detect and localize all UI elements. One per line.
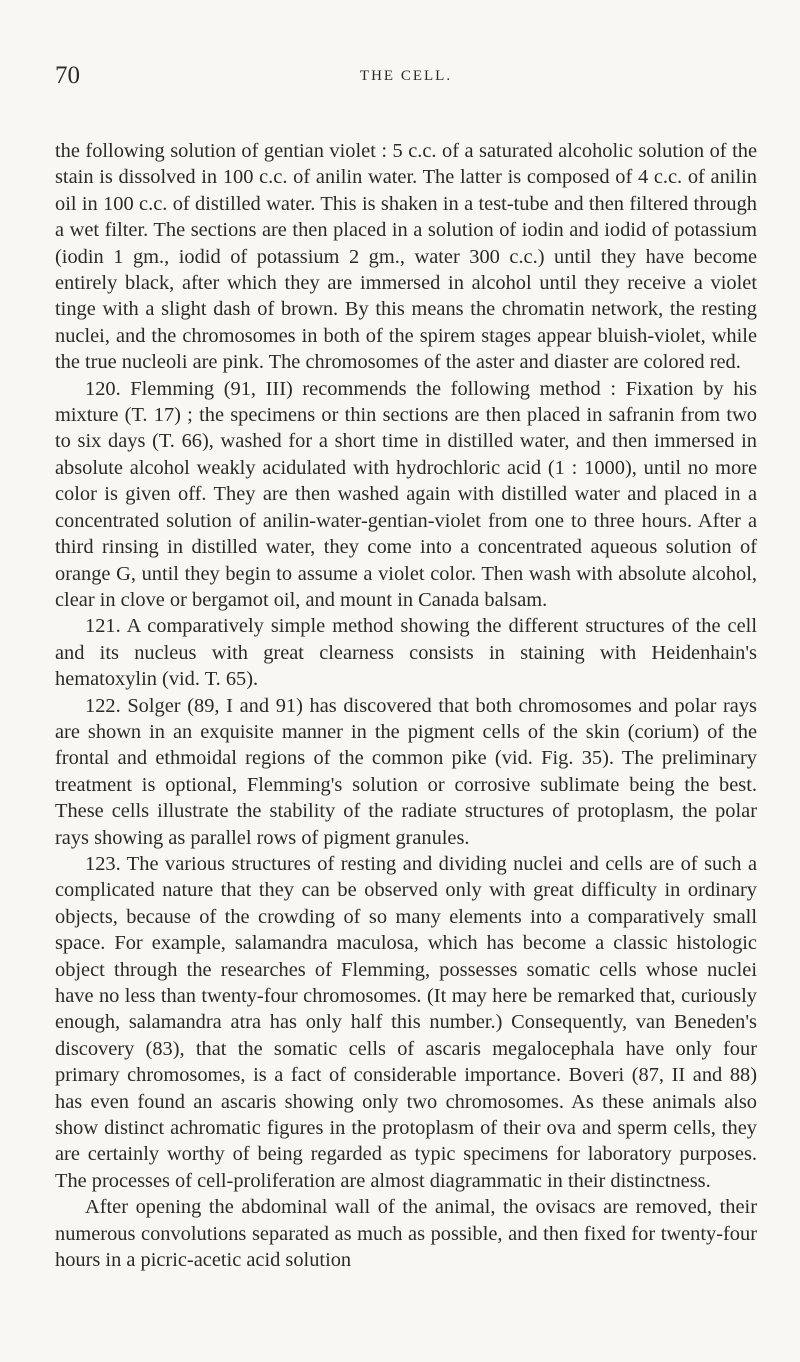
paragraph-ovisacs: After opening the abdominal wall of the animal, the ovisacs are removed, their numerous convolutions separated as much as possible, and then fixed for twenty-four hours in a picric-acetic acid solution [55,1196,757,1272]
body-text [55,138,757,1273]
paragraph-120: 120. Flemming (91, III) recommends the following method : Fixation by his mixture (T. 17) ; the specimens or thin sections are then placed in safranin from two to six days (T. 66), washed for a short time in distilled water, and then immersed in absolute alcohol weakly acidulated with hydrochloric acid (1 : 1000), until no more color is given off. They are then washed again with distilled water and placed in a concentrated solution of anilin-water-gentian-violet from one to three hours. After a third rinsing in distilled water, they come into a concentrated aqueous solution of orange G, until they begin to assume a violet color. Then wash with absolute alcohol, clear in clove or bergamot oil, and mount in Canada balsam. [55,377,757,611]
page-number: 70 [55,62,80,89]
paragraph-123: 123. The various structures of resting and dividing nuclei and cells are of such a complicated nature that they can be observed only with great difficulty in ordinary objects, because of the crowding of so many elements into a comparatively small space. For example, salamandra maculosa, which has become a classic histologic object through the researches of Flemming, possesses somatic cells whose nuclei have no less than twenty-four chromosomes. (It may here be remarked that, curiously enough, salamandra atra has only half this number.) Consequently, van Beneden's discovery (83), that the somatic cells of ascaris megalocephala have only four primary chromosomes, is a fact of considerable importance. Boveri (87, II and 88) has even found an ascaris showing only two chromosomes. As these animals also show distinct achromatic figures in the protoplasm of their ova and sperm cells, they are certainly worthy of being regarded as typic specimens for laboratory purposes. The processes of cell-proliferation are almost diagrammatic in their distinctness. [55,852,757,1192]
running-head: THE CELL. [359,68,453,84]
paragraph-continuation: the following solution of gentian violet : 5 c.c. of a saturated alcoholic solution of the stain is dissolved in 100 c.c. of anilin water. The latter is composed of 4 c.c. of anilin oil in 100 c.c. of distilled water. This is shaken in a test-tube and then filtered through a wet filter. The sections are then placed in a solution of iodin and iodid of potassium (iodin 1 gm., iodid of potassium 2 gm., water 300 c.c.) until they have become entirely black, after which they are immersed in alcohol until they receive a violet tinge with a slight dash of brown. By this means the chromatin network, the resting nuclei, and the chromosomes in both of the spirem stages appear bluish-violet, while the true nucleoli are pink. The chromosomes of the aster and diaster are colored red. [55,140,757,374]
paragraph-121: 121. A comparatively simple method showing the different structures of the cell and its nucleus with great clearness consists in staining with Heidenhain's hematoxylin (vid. T. 65). [55,615,757,691]
paragraph-122: 122. Solger (89, I and 91) has discovered that both chromosomes and polar rays are shown in an exquisite manner in the pigment cells of the skin (corium) of the frontal and ethmoidal regions of the common pike (vid. Fig. 35). The preliminary treatment is optional, Flemming's solution or corrosive sublimate being the best. These cells illustrate the stability of the radiate structures of protoplasm, the polar rays showing as parallel rows of pigment granules. [55,694,757,849]
page-header [55,62,757,92]
